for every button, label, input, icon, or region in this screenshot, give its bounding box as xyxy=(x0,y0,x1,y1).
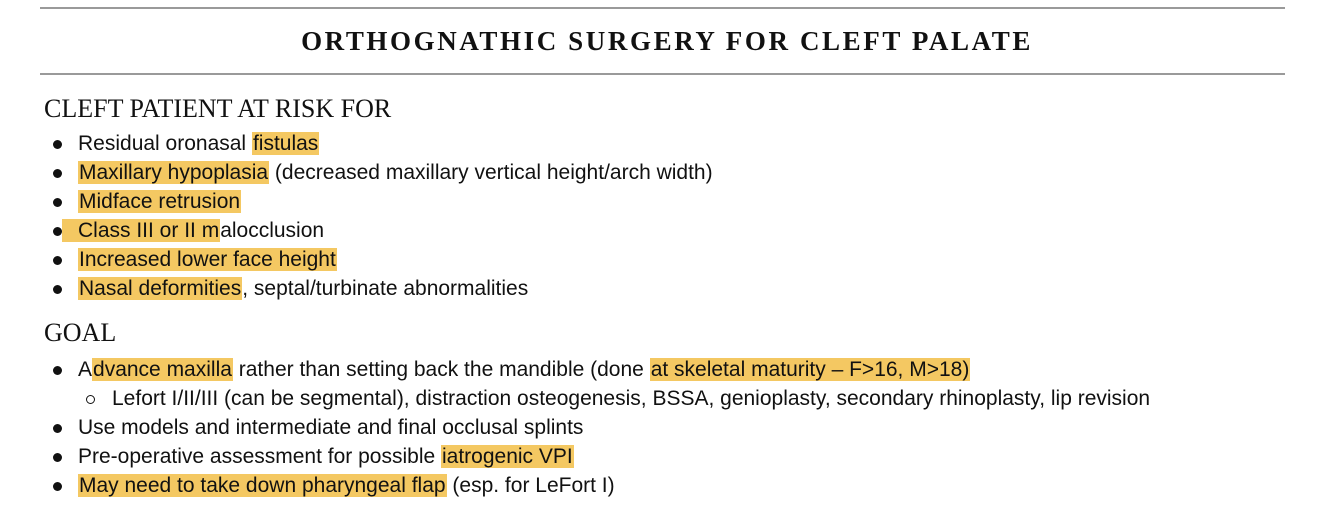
bullet-icon xyxy=(53,227,62,236)
sub-list xyxy=(78,384,1150,413)
risk-list xyxy=(78,129,713,303)
bullet-icon xyxy=(53,169,62,178)
list-item: Class III or II malocclusion xyxy=(78,216,713,245)
highlighted-text: at skeletal maturity – F>16, M>18) xyxy=(650,358,970,381)
highlighted-text: Maxillary hypoplasia xyxy=(79,161,269,184)
top-rule xyxy=(40,7,1285,9)
highlighted-text: dvance maxilla xyxy=(93,358,232,381)
highlighted-text: Nasal deformities xyxy=(79,277,242,300)
list-item: Advance maxilla rather than setting back the mandible (done at skeletal maturity – F>16, M>18) Lefort I/II/III (can be segmental), distraction osteogenesis, BSSA, genioplasty, secondary rhinoplasty, lip revision xyxy=(78,355,1150,413)
sub-list-item: Lefort I/II/III (can be segmental), distraction osteogenesis, BSSA, genioplasty, secondary rhinoplasty, lip revision xyxy=(78,384,1150,413)
bullet-icon xyxy=(53,285,62,294)
section-heading-risk: CLEFT PATIENT AT RISK FOR xyxy=(44,94,392,123)
bullet-icon xyxy=(53,140,62,149)
bullet-icon xyxy=(53,366,62,375)
bottom-rule xyxy=(40,73,1285,75)
bullet-icon xyxy=(53,198,62,207)
list-item xyxy=(78,245,713,274)
hollow-bullet-icon xyxy=(86,395,95,404)
list-item: Residual oronasal fistulas xyxy=(78,129,713,158)
list-item xyxy=(78,187,713,216)
bullet-icon xyxy=(53,482,62,491)
goal-list xyxy=(78,355,1150,500)
list-item: Pre-operative assessment for possible iatrogenic VPI xyxy=(78,442,1150,471)
list-item: Maxillary hypoplasia (decreased maxillary vertical height/arch width) xyxy=(78,158,713,187)
list-item: Nasal deformities, septal/turbinate abnormalities xyxy=(78,274,713,303)
highlighted-text: Midface retrusion xyxy=(79,190,241,213)
list-item: Use models and intermediate and final occlusal splints xyxy=(78,413,1150,442)
section-heading-goal: GOAL xyxy=(44,318,117,347)
bullet-icon xyxy=(53,453,62,462)
document-title: ORTHOGNATHIC SURGERY FOR CLEFT PALATE xyxy=(301,26,1033,56)
highlighted-text: iatrogenic VPI xyxy=(442,445,573,468)
list-item: May need to take down pharyngeal flap (esp. for LeFort I) xyxy=(78,471,1150,500)
bullet-icon xyxy=(53,424,62,433)
highlighted-text: fistulas xyxy=(252,132,319,155)
highlighted-text: Increased lower face height xyxy=(79,248,336,271)
highlighted-text: May need to take down pharyngeal flap xyxy=(79,474,446,497)
bullet-icon xyxy=(53,256,62,265)
highlighted-text: Class III or II m xyxy=(62,219,220,242)
